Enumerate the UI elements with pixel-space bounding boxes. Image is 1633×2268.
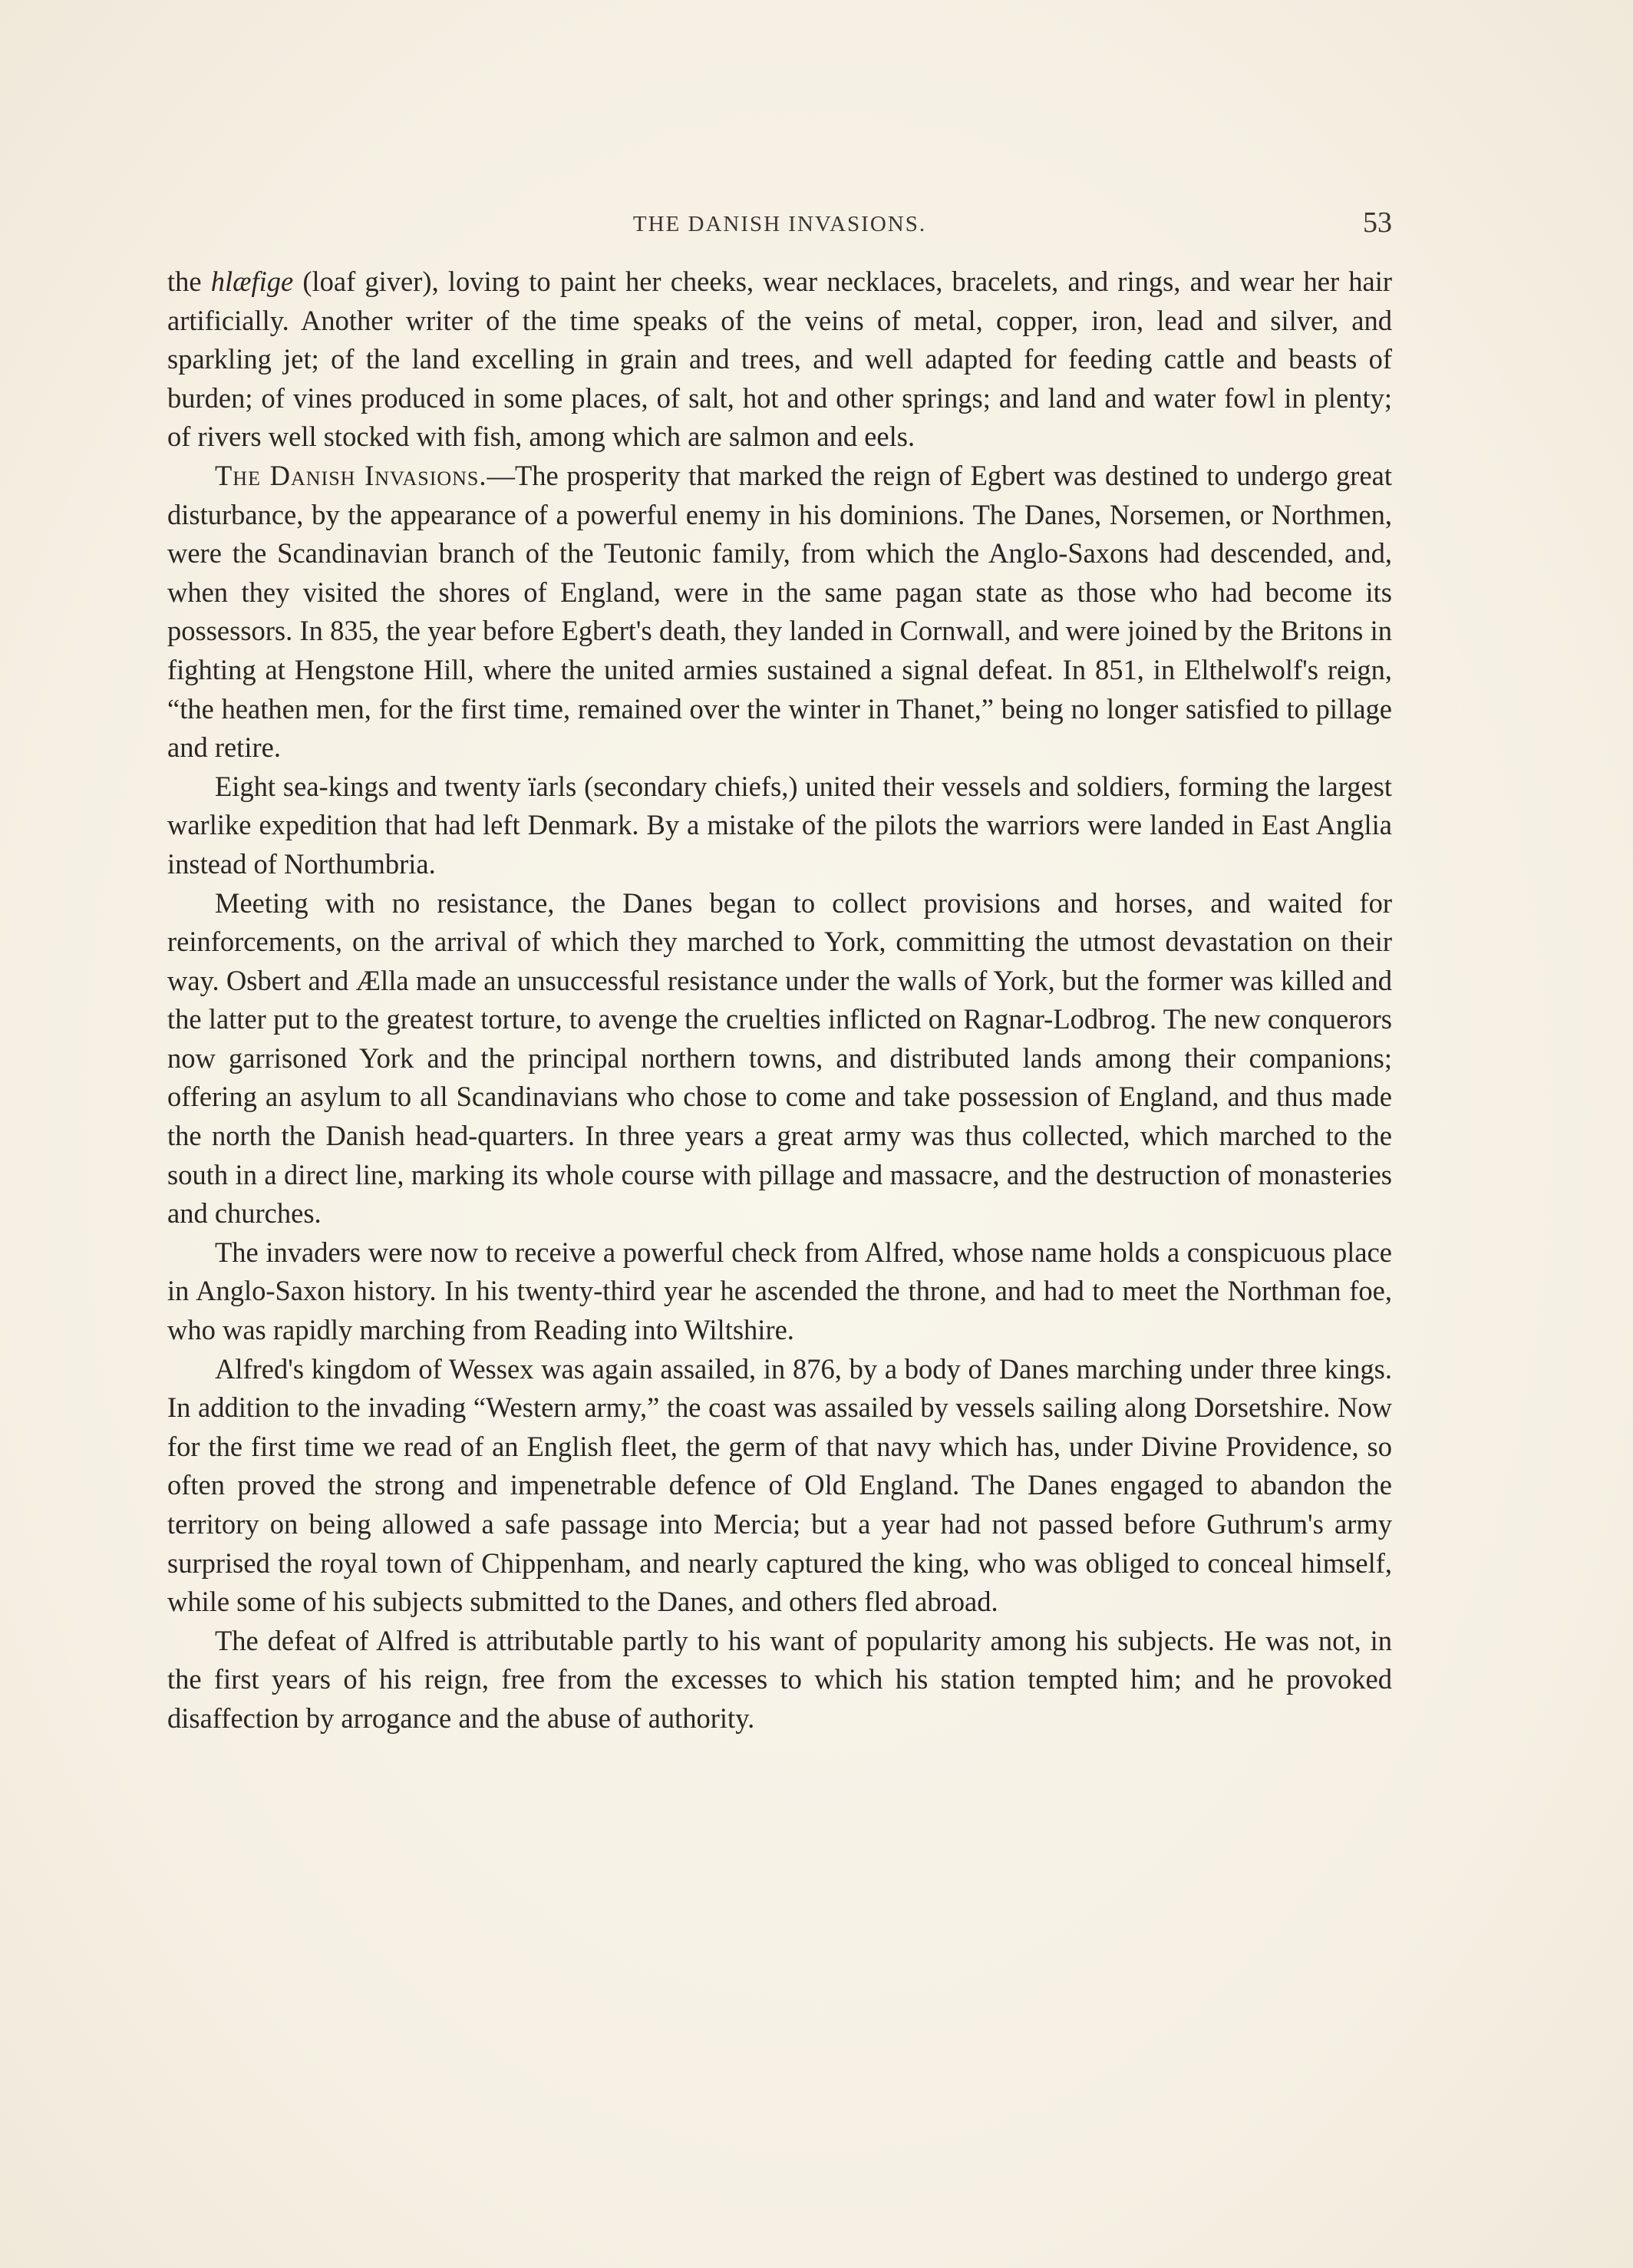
paragraph-5 <box>167 1233 1392 1350</box>
paragraph-2 <box>167 457 1392 768</box>
italic-term: hlæfige <box>210 266 294 297</box>
text-run: Alfred's kingdom of Wessex was again assailed, in 876, by a body of Danes marching under three kings. In addition to the invading “Western army,” the coast was assailed by vessels sailing along Dorsetshire. Now for the first time we read of an English fleet, the germ of that navy which has, under Divine Providence, so often proved the strong and impenetrable defence of Old England. The Danes engaged to abandon the territory on being allowed a safe passage into Mercia; but a year had not passed before Guthrum's army surprised the royal town of Chippenham, and nearly captured the king, who was obliged to conceal himself, while some of his subjects submitted to the Danes, and others fled abroad. <box>167 1352 1392 1618</box>
text-run: Eight sea-kings and twenty ïarls (secondary chiefs,) united their vessels and soldiers, forming the largest warlike expedition that had left Denmark. By a mistake of the pilots the warriors were landed in East Anglia instead of Northumbria. <box>167 770 1392 880</box>
paragraph-1 <box>167 262 1392 457</box>
text-run: The invaders were now to receive a powerful check from Alfred, whose name holds a conspicuous place in Anglo-Saxon history. In his twenty-third year he ascended the throne, and had to meet the Northman foe, who was rapidly marching from Reading into Wiltshire. <box>167 1236 1392 1346</box>
paragraph-3 <box>167 768 1392 884</box>
page-number: 53 <box>1363 206 1392 239</box>
text-run: (loaf giver), loving to paint her cheeks, wear necklaces, bracelets, and rings, and wear her hair artificially. Another writer of the time speaks of the veins of metal, copper, iron, lead and silver, and sparkling jet; of the land excelling in grain and trees, and well adapted for feeding cattle and beasts of burden; of vines produced in some places, of salt, hot and other springs; and land and water fowl in plenty; of rivers well stocked with fish, among which are salmon and eels. <box>167 266 1392 453</box>
paragraph-4 <box>167 884 1392 1233</box>
running-title: THE DANISH INVASIONS. <box>632 212 927 236</box>
running-head <box>167 206 1392 252</box>
text-run: —The prosperity that marked the reign of Egbert was destined to undergo great disturbance, by the appearance of a powerful enemy in his dominions. The Danes, Norsemen, or Northmen, were the Scandinavian branch of the Teutonic family, from which the Anglo-Saxons had descended, and, when they visited the shores of England, were in the same pagan state as those who had become its possessors. In 835, the year before Egbert's death, they landed in Cornwall, and were joined by the Britons in fighting at Hengstone Hill, where the united armies sustained a signal defeat. In 851, in Elthelwolf's reign, “the heathen men, for the first time, remained over the winter in Thanet,” being no longer satisfied to pillage and retire. <box>167 459 1392 764</box>
paragraph-7 <box>167 1622 1392 1738</box>
section-heading: The Danish Invasions. <box>215 459 487 491</box>
text-run: Meeting with no resistance, the Danes began to collect provisions and horses, and waited for reinforcements, on the arrival of which they marched to York, committing the utmost devastation on their way. Osbert and Ælla made an unsuccessful resistance under the walls of York, but the former was killed and the latter put to the greatest torture, to avenge the cruelties inflicted on Ragnar-Lodbrog. The new conquerors now garrisoned York and the principal northern towns, and distributed lands among their companions; offering an asylum to all Scandinavians who chose to come and take possession of England, and thus made the north the Danish head-quarters. In three years a great army was thus collected, which marched to the south in a direct line, marking its whole course with pillage and massacre, and the destruction of monasteries and churches. <box>167 886 1392 1230</box>
text-body <box>167 262 1392 1738</box>
text-run: The defeat of Alfred is attributable partly to his want of popularity among his subjects. He was not, in the first years of his reign, free from the excesses to which his station tempted him; and he provoked disaffection by arrogance and the abuse of authority. <box>167 1624 1392 1734</box>
paragraph-6 <box>167 1350 1392 1622</box>
text-run: the <box>167 266 211 297</box>
